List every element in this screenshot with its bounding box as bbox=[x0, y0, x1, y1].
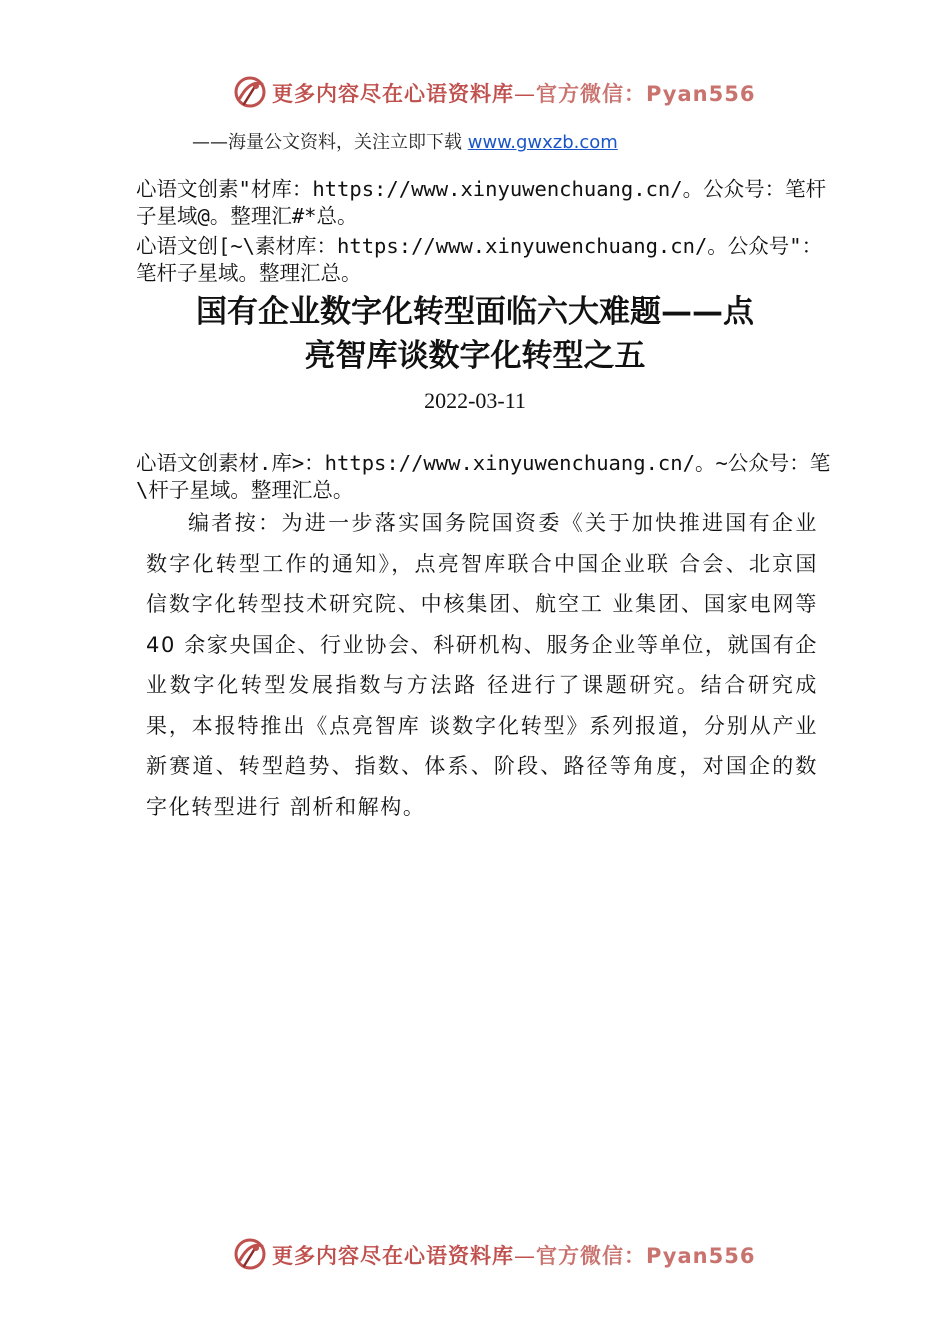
banner-main-text: 更多内容尽在心语资料库 bbox=[272, 1244, 514, 1268]
footer-banner bbox=[0, 1232, 950, 1276]
download-link[interactable]: www.gwxzb.com bbox=[467, 132, 618, 153]
article-title-line-2: 亮智库谈数字化转型之五 bbox=[304, 338, 646, 374]
banner-separator: — bbox=[514, 1244, 536, 1268]
banner-wechat-label: 官方微信： bbox=[536, 82, 646, 106]
banner-wechat-label: 官方微信： bbox=[536, 1244, 646, 1268]
header-banner bbox=[0, 70, 950, 114]
tagline-text: ——海量公文资料，关注立即下载 bbox=[192, 132, 468, 153]
logo-icon bbox=[232, 1236, 268, 1272]
article-date: 2022-03-11 bbox=[424, 388, 526, 413]
banner-text bbox=[272, 78, 755, 108]
banner-text bbox=[272, 1240, 755, 1270]
tagline bbox=[192, 128, 618, 154]
article-title bbox=[120, 290, 830, 378]
article-title-line-1: 国有企业数字化转型面临六大难题——点 bbox=[196, 294, 754, 330]
watermark-line-3: 心语文创素材.库>：https://www.xinyuwenchuang.cn/。~公众号：笔\杆子星域。整理汇总。 bbox=[136, 451, 831, 502]
article-body: 编者按：为进一步落实国务院国资委《关于加快推进国有企业数字化转型工作的通知》，点亮智库联合中国企业联 合会、北京国信数字化转型技术研究院、中核集团、航空工 业集团、国家电网等 40 余家央国企、行业协会、科研机构、服务企业等单位，就国有企业数字化转型发展指数与方法路 径进行了课题研究。结合研究成果，本报特推出《点亮智库 谈数字化转型》系列报道，分别从产业新赛道、转型趋势、指数、体系、阶段、路径等角度，对国企的数字化转型进行 剖析和解构。 bbox=[146, 511, 818, 819]
banner-wechat-id: Pyan556 bbox=[646, 1244, 756, 1268]
logo-icon bbox=[232, 74, 268, 110]
banner-wechat-id: Pyan556 bbox=[646, 82, 756, 106]
watermark-line-1: 心语文创素"材库：https://www.xinyuwenchuang.cn/。公众号：笔杆子星域@。整理汇#*总。 bbox=[136, 177, 827, 228]
watermark-line-2: 心语文创[~\素材库：https://www.xinyuwenchuang.cn/。公众号"：笔杆子星域。整理汇总。 bbox=[136, 234, 823, 285]
banner-main-text: 更多内容尽在心语资料库 bbox=[272, 82, 514, 106]
banner-separator: — bbox=[514, 82, 536, 106]
